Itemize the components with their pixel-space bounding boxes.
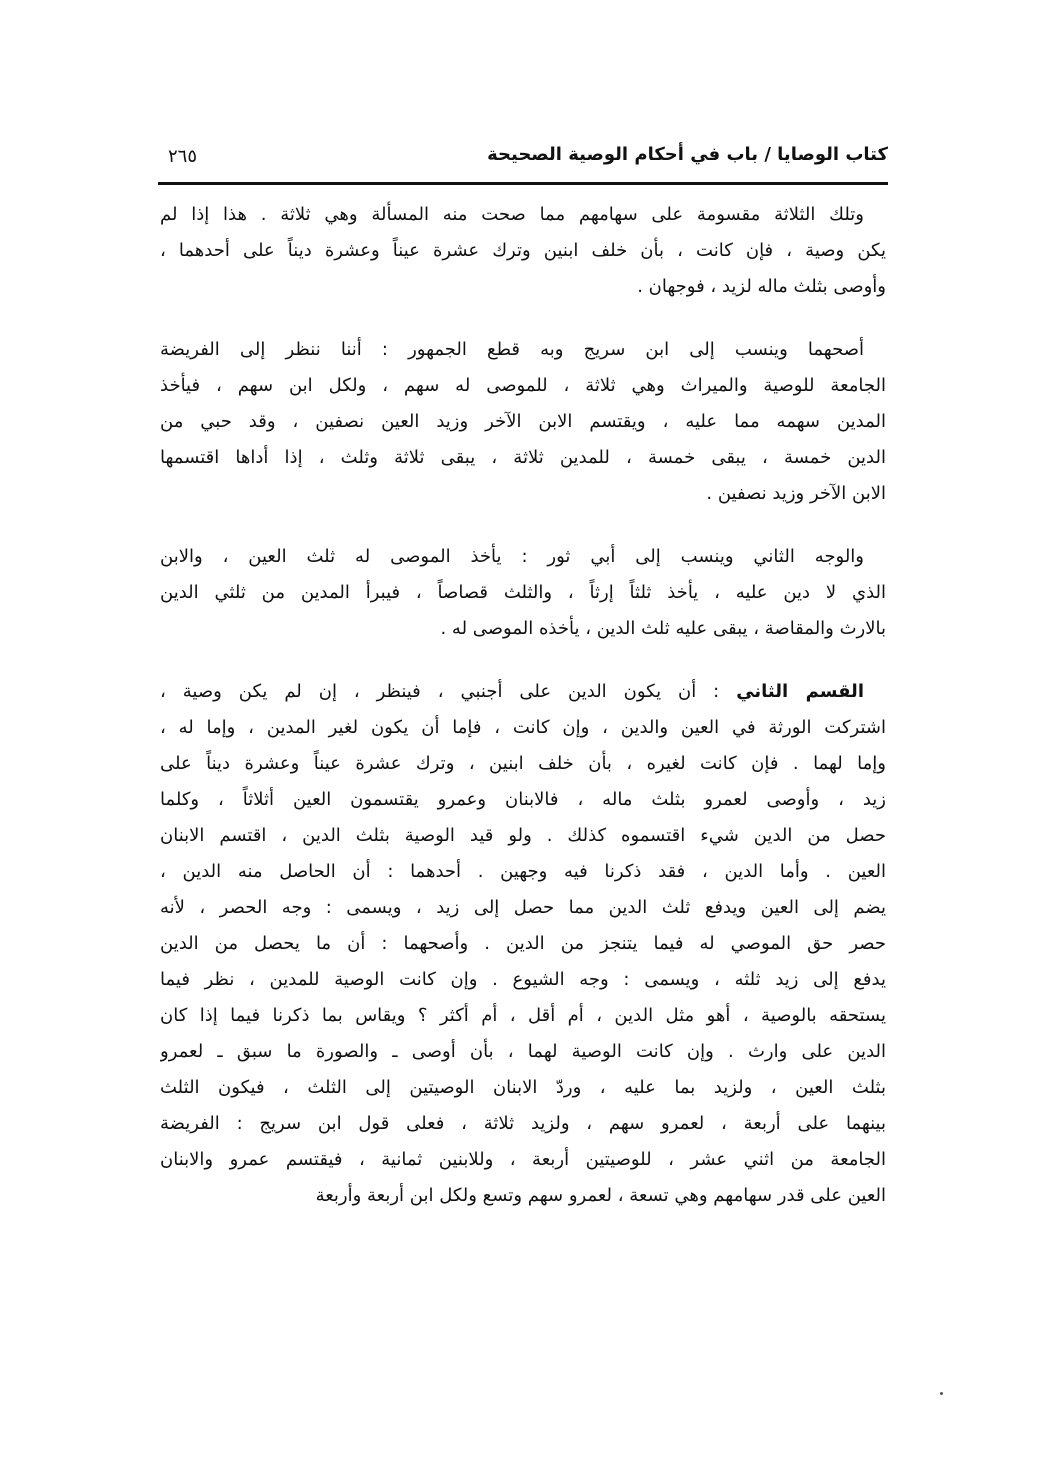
line-text: والوجه الثاني وينسب إلى أبي ثور : يأخذ الموصى له ثلث العين ، والابن bbox=[160, 546, 864, 567]
header-rule bbox=[158, 182, 888, 185]
text-line bbox=[160, 440, 886, 476]
line-text: زيد ، وأوصى لعمرو بثلث ماله ، فالابنان وعمرو يقتسمون العين أثلاثاً ، وكلما bbox=[160, 789, 886, 810]
line-text: يكن وصية ، فإن كانت ، بأن خلف ابنين وترك عشرة عيناً وعشرة ديناً على أحدهما ، bbox=[160, 240, 886, 261]
text-line bbox=[160, 1106, 886, 1142]
text-line bbox=[160, 476, 886, 512]
text-line bbox=[160, 404, 886, 440]
line-text: وإما لهما . فإن كانت لغيره ، بأن خلف ابنين ، وترك عشرة عيناً وعشرة ديناً على bbox=[160, 753, 886, 774]
text-line bbox=[160, 998, 886, 1034]
text-line bbox=[160, 332, 886, 368]
text-line bbox=[160, 926, 886, 962]
line-text: يضم إلى العين ويدفع ثلث الدين مما حصل إلى زيد ، ويسمى : وجه الحصر ، لأنه bbox=[160, 897, 886, 918]
text-line bbox=[160, 197, 886, 233]
running-header bbox=[158, 140, 888, 174]
text-line bbox=[160, 1034, 886, 1070]
line-text: الابن الآخر وزيد نصفين . bbox=[706, 483, 886, 504]
line-text: العين . وأما الدين ، فقد ذكرنا فيه وجهين . أحدهما : أن الحاصل منه الدين ، bbox=[160, 861, 886, 882]
text-line bbox=[160, 539, 886, 575]
text-line bbox=[160, 854, 886, 890]
text-line bbox=[160, 890, 886, 926]
running-title: كتاب الوصايا / باب في أحكام الوصية الصحيحة bbox=[487, 144, 888, 165]
text-line bbox=[160, 269, 886, 305]
section-heading: القسم الثاني bbox=[736, 681, 864, 702]
line-text: يدفع إلى زيد ثلثه ، ويسمى : وجه الشيوع . وإن كانت الوصية للمدين ، نظر فيما bbox=[160, 969, 886, 990]
paragraph bbox=[160, 539, 886, 647]
text-line bbox=[160, 1070, 886, 1106]
text-line bbox=[160, 674, 886, 710]
text-line bbox=[160, 1178, 886, 1214]
text-line bbox=[160, 611, 886, 647]
scan-speck bbox=[940, 1392, 943, 1395]
paragraph bbox=[160, 332, 886, 512]
line-text: بينهما على أربعة ، لعمرو سهم ، ولزيد ثلاثة ، فعلى قول ابن سريج : الفريضة bbox=[160, 1113, 886, 1134]
text-line bbox=[160, 782, 886, 818]
line-text: الدين خمسة ، يبقى خمسة ، للمدين ثلاثة ، يبقى ثلاثة وثلث ، إذا أداها اقتسمها bbox=[160, 447, 886, 468]
text-line bbox=[160, 368, 886, 404]
line-text: بثلث العين ، ولزيد بما عليه ، وردّ الابنان الوصيتين إلى الثلث ، فيكون الثلث bbox=[160, 1077, 886, 1098]
line-text: أصحهما وينسب إلى ابن سريج وبه قطع الجمهور : أننا ننظر إلى الفريضة bbox=[160, 339, 864, 360]
line-text: حصر حق الموصي له فيما يتنجز من الدين . وأصحهما : أن ما يحصل من الدين bbox=[160, 933, 886, 954]
line-text: حصل من الدين شيء اقتسموه كذلك . ولو قيد الوصية بثلث الدين ، اقتسم الابنان bbox=[160, 825, 886, 846]
text-line bbox=[160, 233, 886, 269]
line-text: العين على قدر سهامهم وهي تسعة ، لعمرو سهم وتسع ولكل ابن أربعة وأربعة bbox=[315, 1185, 886, 1206]
page-body bbox=[160, 197, 886, 1241]
line-text: المدين سهمه مما عليه ، ويقتسم الابن الآخر وزيد العين نصفين ، وقد حبي من bbox=[160, 411, 886, 432]
line-text: الدين على وارث . وإن كانت الوصية لهما ، بأن أوصى ـ والصورة ما سبق ـ لعمرو bbox=[160, 1041, 886, 1062]
line-text: وأوصى بثلث ماله لزيد ، فوجهان . bbox=[637, 276, 886, 297]
text-line bbox=[160, 1142, 886, 1178]
text-line bbox=[160, 818, 886, 854]
line-text: : أن يكون الدين على أجنبي ، فينظر ، إن لم يكن وصية ، bbox=[160, 681, 720, 702]
paragraph bbox=[160, 674, 886, 1214]
text-line bbox=[160, 962, 886, 998]
line-text: الجامعة للوصية والميراث وهي ثلاثة ، للموصى له سهم ، ولكل ابن سهم ، فيأخذ bbox=[160, 375, 886, 396]
text-line bbox=[160, 746, 886, 782]
line-text: اشتركت الورثة في العين والدين ، وإن كانت ، فإما أن يكون لغير المدين ، وإما له ، bbox=[160, 717, 886, 738]
text-line bbox=[160, 575, 886, 611]
line-text: يستحقه بالوصية ، أهو مثل الدين ، أم أقل ، أم أكثر ؟ ويقاس بما ذكرنا فيما إذا كان bbox=[160, 1005, 886, 1026]
text-line bbox=[160, 710, 886, 746]
line-text: الجامعة من اثني عشر ، للوصيتين أربعة ، وللابنين ثمانية ، فيقتسم عمرو والابنان bbox=[160, 1149, 886, 1170]
line-text: الذي لا دين عليه ، يأخذ ثلثاً إرثاً ، والثلث قصاصاً ، فيبرأ المدين من ثلثي الدين bbox=[160, 582, 886, 603]
line-text: بالارث والمقاصة ، يبقى عليه ثلث الدين ، يأخذه الموصى له . bbox=[440, 618, 886, 639]
paragraph bbox=[160, 197, 886, 305]
page-number: ٢٦٥ bbox=[168, 146, 198, 167]
line-text: وتلك الثلاثة مقسومة على سهامهم مما صحت منه المسألة وهي ثلاثة . هذا إذا لم bbox=[160, 204, 864, 225]
